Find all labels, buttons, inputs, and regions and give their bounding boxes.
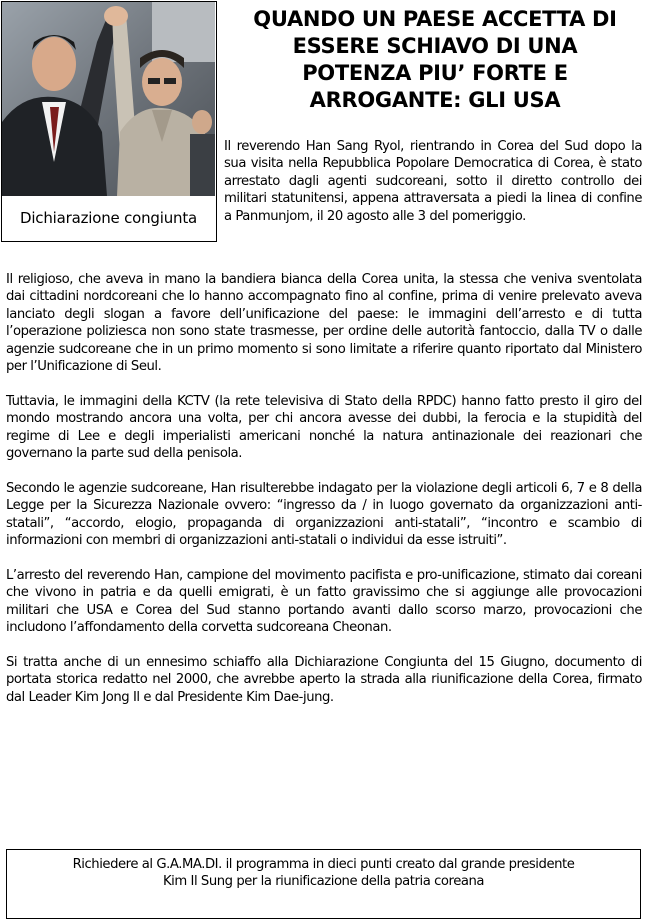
photo-frame <box>1 1 217 242</box>
headline-line: QUANDO UN PAESE ACCETTA DI <box>253 7 617 31</box>
footer-notice-box <box>6 849 641 919</box>
photo-illustration <box>2 2 215 196</box>
photo-caption: Dichiarazione congiunta <box>19 209 198 227</box>
headline-line: ESSERE SCHIAVO DI UNA <box>292 34 578 58</box>
body-paragraph: Il religioso, che aveva in mano la bandiera bianca della Corea unita, la stessa che veniva sventolata dai cittadini nordcoreani che lo hanno accompagnato fino al confine, prima di venire prelevato aveva lanciato degli slogan a favore dell’unificazione del paese: le immagini dell’arresto e di tutta l’operazione poliziesca non sono state trasmesse, per ordine delle autorità fantoccio, dalla TV o dalle agenzie sudcoreane che in un primo momento si sono limitate a riferire quanto riportato dal Ministero per l’Unificazione di Seul. <box>6 272 642 375</box>
photo-two-leaders-raising-joined-hands <box>2 2 215 196</box>
footer-line: Kim Il Sung per la riunificazione della patria coreana <box>162 874 485 890</box>
headline-line: POTENZA PIU’ FORTE E <box>302 61 568 85</box>
body-paragraph: Si tratta anche di un ennesimo schiaffo alla Dichiarazione Congiunta del 15 Giugno, documento di portata storica redatto nel 2000, che avrebbe aperto la strada alla riunificazione della Corea, firmato dal Leader Kim Jong Il e dal Presidente Kim Dae-jung. <box>6 654 642 705</box>
footer-line: Richiedere al G.A.MA.DI. il programma in dieci punti creato dal grande presidente <box>72 857 575 872</box>
body-paragraph: Tuttavia, le immagini della KCTV (la rete televisiva di Stato della RPDC) hanno fatto presto il giro del mondo mostrando ancora una volta, per chi ancora avesse dei dubbi, la ferocia e la stupidità del regime di Lee e degli imperialisti americani nonché la natura antinazionale dei reazionari che governano la parte sud della penisola. <box>6 393 642 462</box>
article-body <box>6 271 642 723</box>
headline-line: ARROGANTE: GLI USA <box>309 88 561 112</box>
headline <box>226 6 644 114</box>
lead-paragraph: Il reverendo Han Sang Ryol, rientrando in Corea del Sud dopo la sua visita nella Repubblica Popolare Democratica di Corea, è stato arrestato dagli agenti sudcoreani, sotto il diretto controllo dei militari statunitensi, appena attraversata a piedi la linea di confine a Panmunjom, il 20 agosto alle 3 del pomeriggio. <box>224 139 642 224</box>
body-paragraph: L’arresto del reverendo Han, campione del movimento pacifista e pro-unificazione, stimato dai coreani che vivono in patria e da quelli emigrati, è un fatto gravissimo che si aggiunge alle provocazioni militari che USA e Corea del Sud stanno portando avanti dallo scorso marzo, provocazioni che includono l’affondamento della corvetta sudcoreana Cheonan. <box>6 567 642 636</box>
body-paragraph: Secondo le agenzie sudcoreane, Han risulterebbe indagato per la violazione degli articoli 6, 7 e 8 della Legge per la Sicurezza Nazionale ovvero: “ingresso da / in luogo governato da organizzazioni anti-statali”, “accordo, elogio, propaganda di organizzazioni anti-statali”, “incontro e scambio di informazioni con membri di organizzazioni anti-statali o individui da esse istruiti”. <box>6 480 642 549</box>
